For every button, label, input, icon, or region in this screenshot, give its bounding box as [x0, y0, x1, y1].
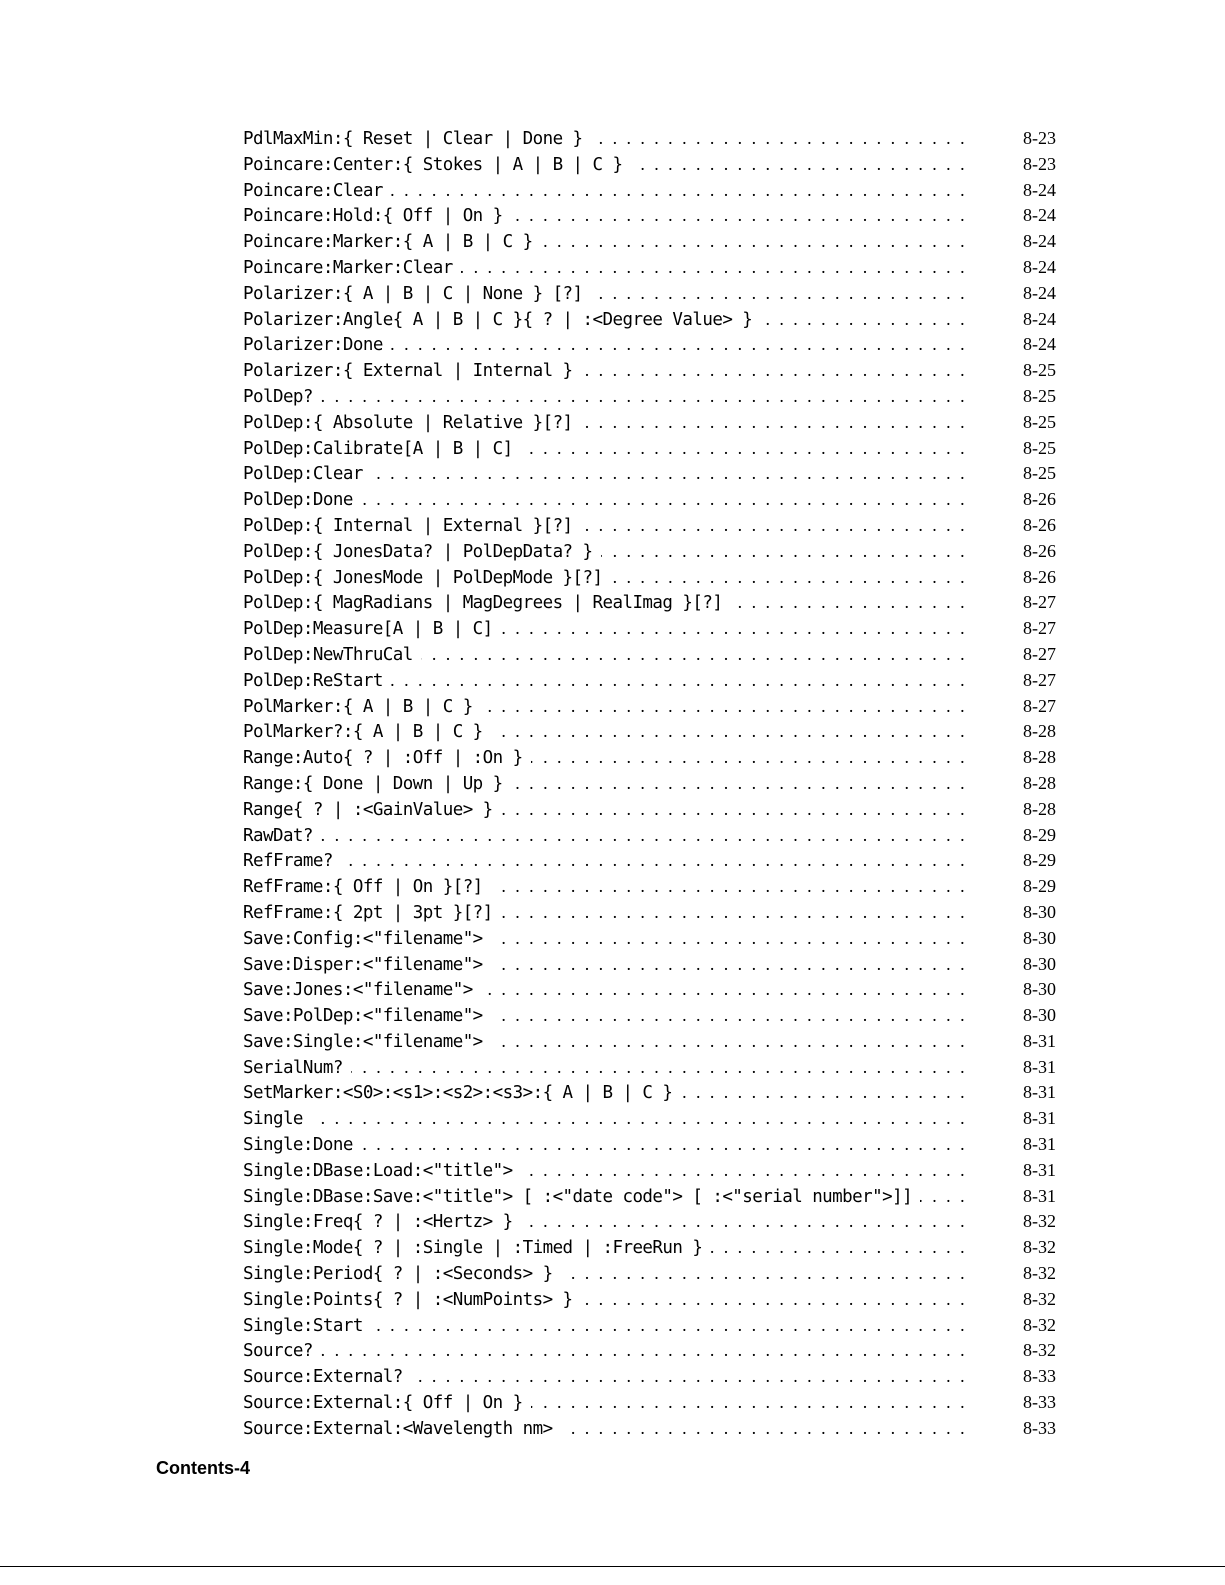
toc-entry	[243, 307, 1056, 333]
toc-command: Polarizer:{ A | B | C | None } [?]	[243, 283, 583, 304]
toc-command: Single:Done	[243, 1135, 353, 1156]
toc-entry	[243, 1287, 1056, 1313]
toc-command: Single:Freq{ ? | :<Hertz> }	[243, 1212, 513, 1233]
toc-entry	[243, 1364, 1056, 1390]
toc-entry	[243, 203, 1056, 229]
toc-command: Save:PolDep:<"filename">	[243, 1006, 483, 1027]
toc-page-number: 8-33	[1023, 1366, 1056, 1387]
toc-entry	[243, 565, 1056, 591]
toc-entry	[243, 797, 1056, 823]
toc-command: Single:Period{ ? | :<Seconds> }	[243, 1264, 553, 1285]
toc-page-number: 8-32	[1023, 1263, 1056, 1284]
toc-entry	[243, 719, 1056, 745]
toc-entry	[243, 1003, 1056, 1029]
toc-page-number: 8-26	[1023, 566, 1056, 587]
toc-entry	[243, 874, 1056, 900]
toc-entry	[243, 1055, 1056, 1081]
toc-command: PolDep?	[243, 386, 313, 407]
toc-command: RefFrame:{ 2pt | 3pt }[?]	[243, 902, 493, 923]
toc-page-number: 8-31	[1023, 1056, 1056, 1077]
toc-page-number: 8-24	[1023, 179, 1056, 200]
toc-page-number: 8-33	[1023, 1417, 1056, 1438]
toc-leader-dots	[511, 203, 974, 229]
toc-command: Poincare:Center:{ Stokes | A | B | C }	[243, 154, 623, 175]
toc-leader-dots	[321, 384, 974, 410]
toc-page-number: 8-25	[1023, 437, 1056, 458]
toc-entry	[243, 487, 1056, 513]
toc-leader-dots	[501, 900, 974, 926]
toc-command: PolDep:NewThruCal	[243, 644, 413, 665]
toc-page-number: 8-33	[1023, 1392, 1056, 1413]
toc-entry	[243, 900, 1056, 926]
toc-entry	[243, 823, 1056, 849]
toc-leader-dots	[311, 1106, 974, 1132]
toc-leader-dots	[371, 1313, 974, 1339]
toc-leader-dots	[730, 590, 974, 616]
toc-page-number: 8-27	[1023, 643, 1056, 664]
toc-command: PdlMaxMin:{ Reset | Clear | Done }	[243, 129, 583, 149]
toc-leader-dots	[361, 1132, 974, 1158]
toc-entry	[243, 1184, 1056, 1210]
toc-entry	[243, 1106, 1056, 1132]
toc-leader-dots	[481, 694, 974, 720]
toc-entry	[243, 1416, 1056, 1442]
toc-page-number: 8-28	[1023, 747, 1056, 768]
toc-leader-dots	[491, 719, 974, 745]
toc-page-number: 8-25	[1023, 463, 1056, 484]
toc-leader-dots	[591, 281, 974, 307]
toc-command: PolDep:Calibrate[A | B | C]	[243, 438, 513, 459]
toc-entry	[243, 668, 1056, 694]
toc-leader-dots	[491, 1003, 974, 1029]
toc-leader-dots	[391, 332, 974, 358]
toc-leader-dots	[391, 178, 974, 204]
toc-page-number: 8-31	[1023, 1134, 1056, 1155]
toc-command: PolDep:{ JonesData? | PolDepData? }	[243, 541, 593, 562]
toc-leader-dots	[581, 410, 974, 436]
toc-command: Range{ ? | :<GainValue> }	[243, 799, 493, 820]
toc-entry	[243, 616, 1056, 642]
toc-command: PolDep:Clear	[243, 464, 363, 485]
toc-leader-dots	[521, 436, 974, 462]
toc-command: Single:Start	[243, 1315, 363, 1336]
toc-command: Poincare:Clear	[243, 180, 383, 201]
toc-page-number: 8-25	[1023, 411, 1056, 432]
toc-command: Source:External:<Wavelength nm>	[243, 1418, 553, 1439]
toc-page-number: 8-30	[1023, 979, 1056, 1000]
toc-page-number: 8-25	[1023, 385, 1056, 406]
toc-command: Save:Jones:<"filename">	[243, 980, 473, 1001]
toc-page-number: 8-31	[1023, 1082, 1056, 1103]
toc-page-number: 8-32	[1023, 1211, 1056, 1232]
toc-leader-dots	[611, 565, 975, 591]
toc-leader-dots	[421, 642, 974, 668]
toc-command: PolDep:{ Internal | External }[?]	[243, 515, 573, 536]
toc-entry	[243, 1080, 1056, 1106]
toc-command: Single:Points{ ? | :<NumPoints> }	[243, 1289, 573, 1310]
toc-entry	[243, 1158, 1056, 1184]
toc-entry	[243, 461, 1056, 487]
toc-leader-dots	[411, 1364, 974, 1390]
toc-command: SetMarker:<S0>:<s1>:<s2>:<s3>:{ A | B | C }	[243, 1083, 673, 1104]
toc-command: PolDep:Measure[A | B | C]	[243, 619, 493, 640]
toc-entry	[243, 436, 1056, 462]
toc-page-number: 8-24	[1023, 308, 1056, 329]
toc-command: Single	[243, 1109, 303, 1130]
toc-leader-dots	[391, 668, 974, 694]
toc-entry	[243, 977, 1056, 1003]
toc-page-number: 8-26	[1023, 489, 1056, 510]
toc-command: Source:External?	[243, 1367, 403, 1388]
toc-entry	[243, 281, 1056, 307]
toc-page-number: 8-27	[1023, 669, 1056, 690]
toc-command: Save:Single:<"filename">	[243, 1031, 483, 1052]
toc-command: PolMarker:{ A | B | C }	[243, 696, 473, 717]
toc-command: PolDep:Done	[243, 490, 353, 511]
toc-leader-dots	[581, 1287, 974, 1313]
toc-entry	[243, 926, 1056, 952]
toc-entry	[243, 590, 1056, 616]
toc-entry	[243, 229, 1056, 255]
toc-command: RawDat?	[243, 825, 313, 846]
toc-page-number: 8-24	[1023, 334, 1056, 355]
toc-page-number: 8-24	[1023, 256, 1056, 277]
toc-page-number: 8-32	[1023, 1314, 1056, 1335]
toc-leader-dots	[531, 1390, 974, 1416]
toc-leader-dots	[561, 1261, 974, 1287]
toc-entry	[243, 1313, 1056, 1339]
toc-command: Source?	[243, 1341, 313, 1362]
toc-leader-dots	[591, 126, 974, 152]
toc-leader-dots	[710, 1235, 974, 1261]
toc-command: SerialNum?	[243, 1057, 343, 1078]
toc-page-number: 8-31	[1023, 1185, 1056, 1206]
toc-entry	[243, 1209, 1056, 1235]
toc-page-number: 8-29	[1023, 850, 1056, 871]
toc-command: PolMarker?:{ A | B | C }	[243, 722, 483, 743]
toc-command: PolDep:{ MagRadians | MagDegrees | RealImag }[?]	[243, 593, 723, 614]
toc-entry	[243, 1029, 1056, 1055]
toc-page-number: 8-29	[1023, 876, 1056, 897]
toc-leader-dots	[361, 487, 974, 513]
toc-page-number: 8-31	[1023, 1108, 1056, 1129]
toc-leader-dots	[321, 1338, 974, 1364]
toc-command: Save:Disper:<"filename">	[243, 954, 483, 975]
toc-leader-dots	[501, 616, 974, 642]
toc-entry	[243, 384, 1056, 410]
toc-page-number: 8-24	[1023, 231, 1056, 252]
toc-command: Polarizer:{ External | Internal }	[243, 361, 573, 382]
toc-leader-dots	[541, 229, 974, 255]
toc-command: PolDep:ReStart	[243, 670, 383, 691]
toc-command: Single:DBase:Load:<"title">	[243, 1160, 513, 1181]
toc-page-number: 8-26	[1023, 514, 1056, 535]
toc-entry	[243, 410, 1056, 436]
toc-entry	[243, 1132, 1056, 1158]
toc-entry	[243, 1390, 1056, 1416]
toc-command: Polarizer:Done	[243, 335, 383, 356]
toc-entry	[243, 952, 1056, 978]
toc-command: Single:Mode{ ? | :Single | :Timed | :FreeRun }	[243, 1238, 703, 1259]
toc-page-number: 8-32	[1023, 1288, 1056, 1309]
toc-page-number: 8-23	[1023, 128, 1056, 148]
toc-leader-dots	[481, 977, 974, 1003]
toc-page-number: 8-24	[1023, 205, 1056, 226]
toc-entry	[243, 358, 1056, 384]
toc-page-number: 8-30	[1023, 901, 1056, 922]
toc-command: Poincare:Hold:{ Off | On }	[243, 206, 503, 227]
toc-leader-dots	[561, 1416, 974, 1442]
toc-entry	[243, 642, 1056, 668]
toc-entry	[243, 694, 1056, 720]
toc-page-number: 8-31	[1023, 1030, 1056, 1051]
toc-command: Poincare:Marker:{ A | B | C }	[243, 232, 533, 253]
toc-entry	[243, 152, 1056, 178]
toc-leader-dots	[760, 307, 974, 333]
toc-page-number: 8-27	[1023, 618, 1056, 639]
toc-command: Poincare:Marker:Clear	[243, 257, 453, 278]
toc-command: Source:External:{ Off | On }	[243, 1393, 523, 1414]
toc-command: Single:DBase:Save:<"title"> [ :<"date code"> [ :<"serial number">]]	[243, 1186, 913, 1207]
toc-entry	[243, 1338, 1056, 1364]
toc-page-number: 8-32	[1023, 1340, 1056, 1361]
toc-page-number: 8-32	[1023, 1237, 1056, 1258]
toc-leader-dots	[491, 1029, 974, 1055]
toc-command: Polarizer:Angle{ A | B | C }{ ? | :<Degree Value> }	[243, 309, 753, 330]
toc-page-number: 8-28	[1023, 798, 1056, 819]
toc-leader-dots	[581, 358, 974, 384]
toc-page-number: 8-30	[1023, 927, 1056, 948]
toc-page-number: 8-26	[1023, 540, 1056, 561]
toc-page-number: 8-28	[1023, 721, 1056, 742]
toc-leader-dots	[920, 1184, 974, 1210]
toc-leader-dots	[630, 152, 974, 178]
toc-leader-dots	[531, 745, 974, 771]
toc-command: PolDep:{ JonesMode | PolDepMode }[?]	[243, 567, 603, 588]
toc-command: Range:{ Done | Down | Up }	[243, 773, 503, 794]
toc-leader-dots	[511, 771, 974, 797]
toc-command: RefFrame?	[243, 851, 333, 872]
toc-entry	[243, 771, 1056, 797]
toc-leader-dots	[491, 874, 974, 900]
toc-leader-dots	[491, 952, 974, 978]
toc-entry	[243, 255, 1056, 281]
toc-entry	[243, 126, 1056, 152]
toc-leader-dots	[341, 848, 974, 874]
toc-entry	[243, 539, 1056, 565]
toc-command: RefFrame:{ Off | On }[?]	[243, 877, 483, 898]
toc-page-number: 8-28	[1023, 772, 1056, 793]
toc-leader-dots	[461, 255, 974, 281]
toc-page-number: 8-30	[1023, 953, 1056, 974]
toc-leader-dots	[491, 926, 974, 952]
toc-page-number: 8-30	[1023, 1005, 1056, 1026]
toc-leader-dots	[351, 1055, 974, 1081]
toc-page-number: 8-25	[1023, 360, 1056, 381]
toc-entry	[243, 1235, 1056, 1261]
toc-leader-dots	[321, 823, 974, 849]
toc-leader-dots	[581, 513, 974, 539]
toc-leader-dots	[601, 539, 974, 565]
toc-entry	[243, 848, 1056, 874]
toc-leader-dots	[521, 1209, 974, 1235]
toc-leader-dots	[521, 1158, 974, 1184]
toc-command: PolDep:{ Absolute | Relative }[?]	[243, 412, 573, 433]
toc-entry	[243, 513, 1056, 539]
toc-command: Save:Config:<"filename">	[243, 928, 483, 949]
toc-command: Range:Auto{ ? | :Off | :On }	[243, 748, 523, 769]
toc-page-number: 8-31	[1023, 1159, 1056, 1180]
toc-leader-dots	[371, 461, 974, 487]
bottom-rule	[0, 1566, 1225, 1567]
toc-entry	[243, 1261, 1056, 1287]
table-of-contents	[243, 126, 1056, 1442]
page-number-label: Contents-4	[156, 1458, 250, 1478]
toc-leader-dots	[501, 797, 974, 823]
toc-leader-dots	[680, 1080, 974, 1106]
toc-entry	[243, 745, 1056, 771]
toc-entry	[243, 178, 1056, 204]
toc-page-number: 8-27	[1023, 592, 1056, 613]
toc-page-number: 8-24	[1023, 282, 1056, 303]
toc-entry	[243, 332, 1056, 358]
toc-page-number: 8-29	[1023, 824, 1056, 845]
toc-page-number: 8-23	[1023, 153, 1056, 174]
toc-page-number: 8-27	[1023, 695, 1056, 716]
